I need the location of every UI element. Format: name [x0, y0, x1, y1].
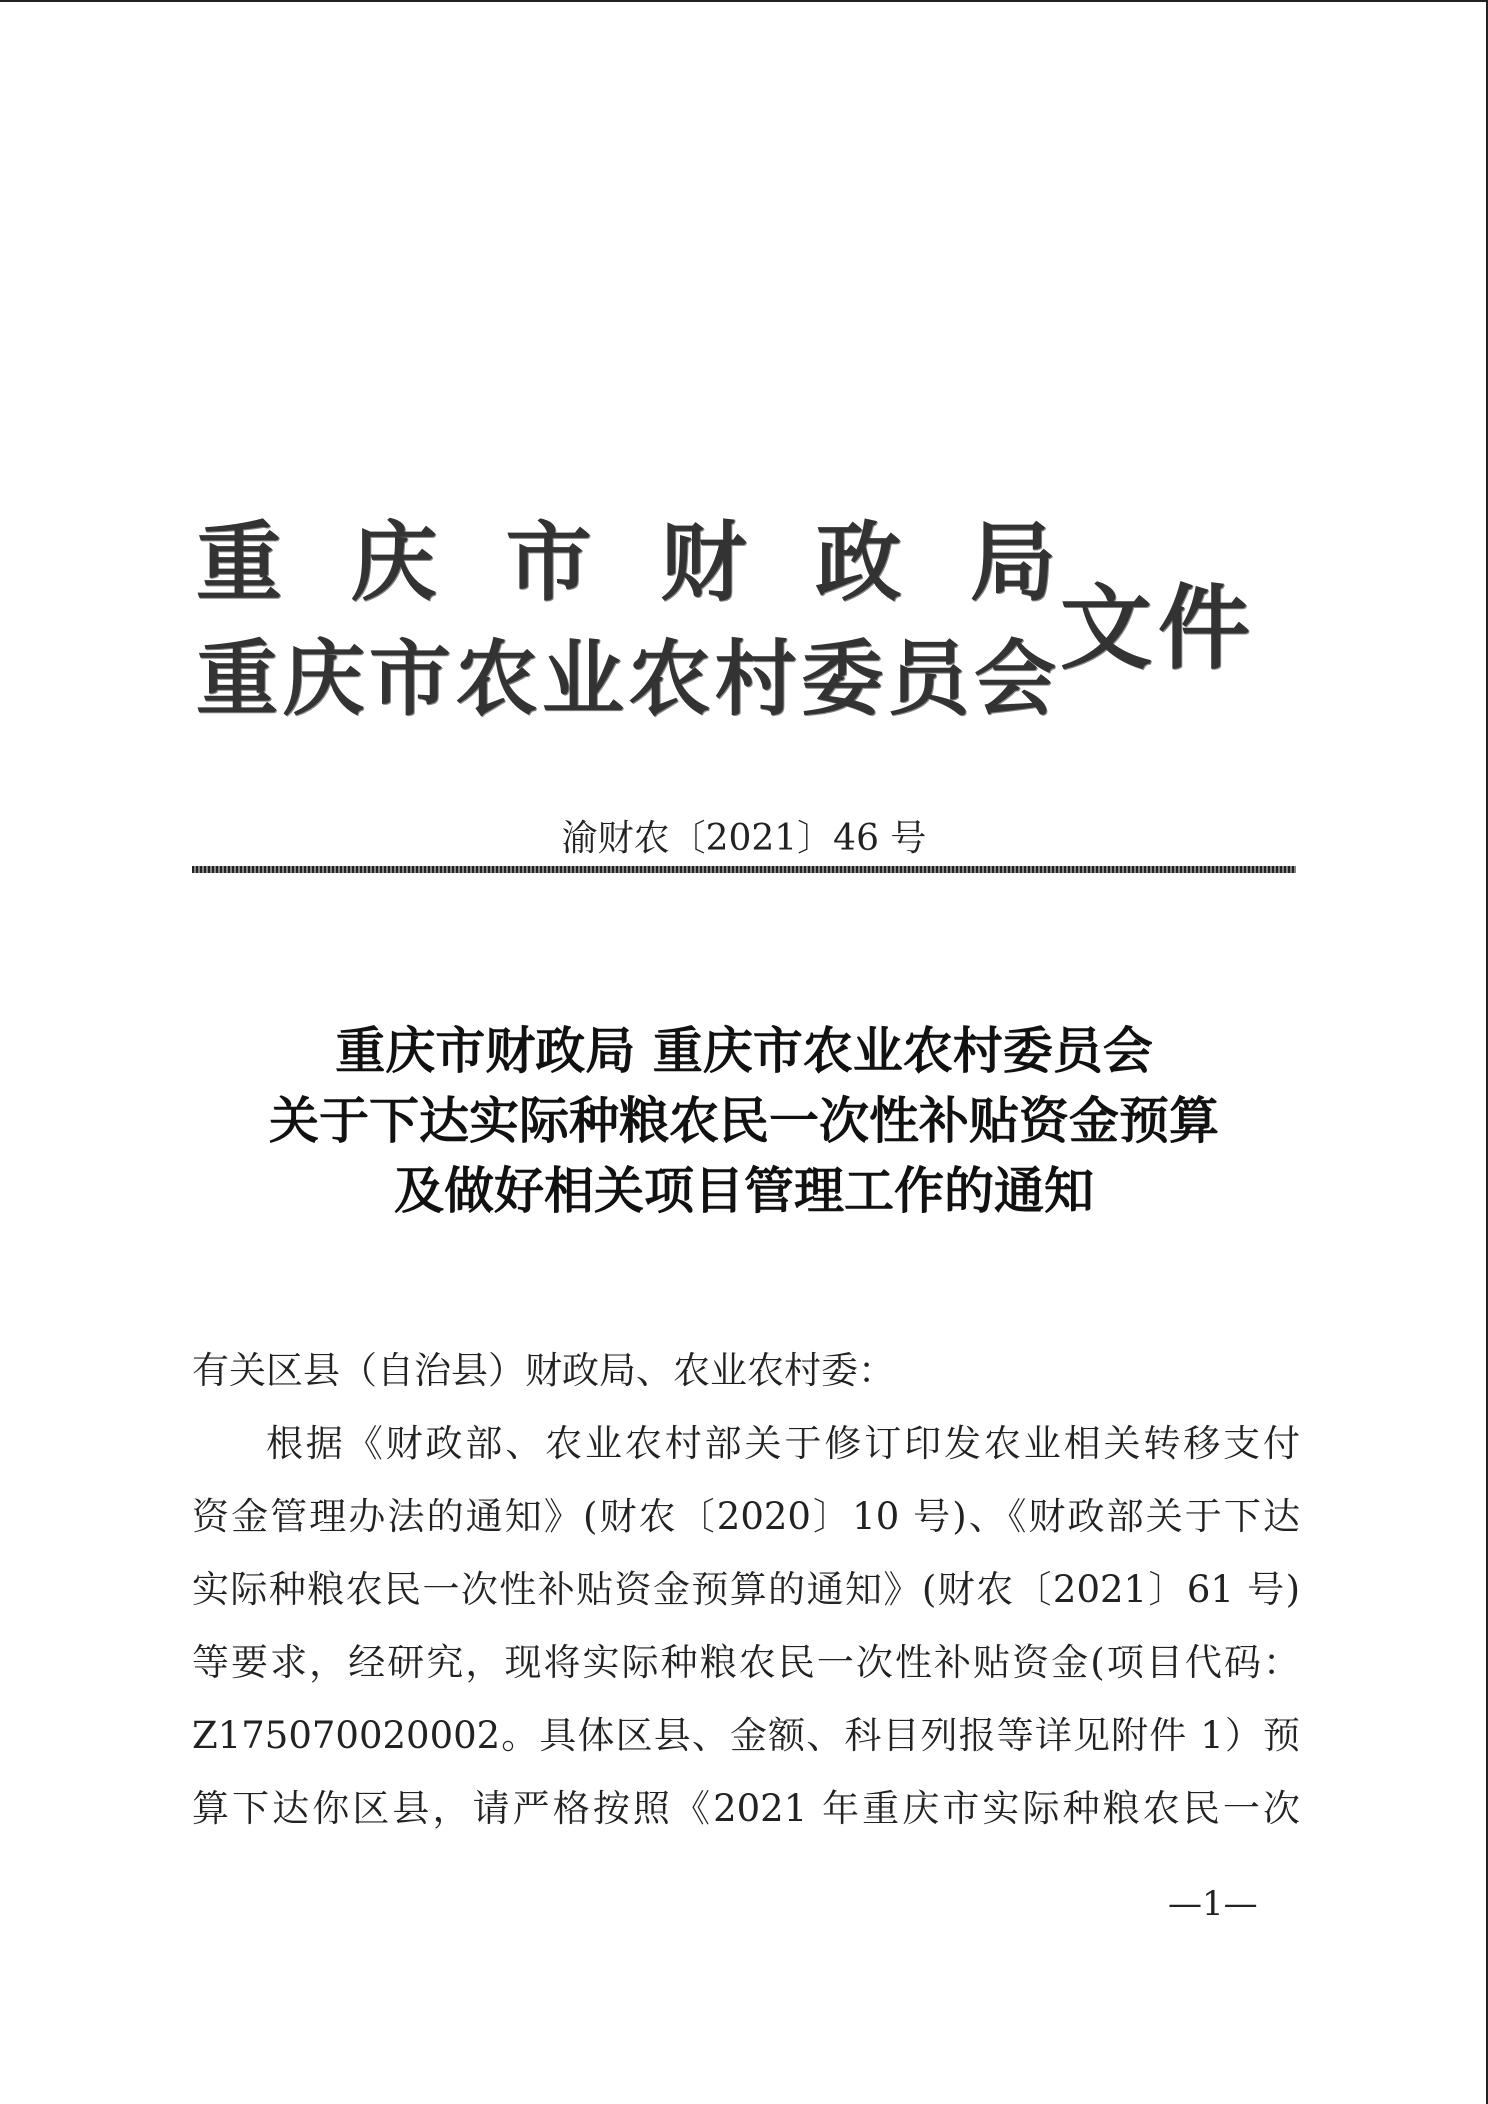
document-body — [192, 1334, 1300, 1845]
body-line: 实际种粮农民一次性补贴资金预算的通知》(财农〔2021〕61 号) — [192, 1568, 1300, 1611]
body-line: 算下达你区县，请严格按照《2021 年重庆市实际种粮农民一次 — [192, 1787, 1300, 1830]
salutation: 有关区县（自治县）财政局、农业农村委： — [192, 1349, 895, 1392]
org-name-finance-bureau: 重 庆 市 财 政 局 — [196, 512, 1056, 613]
body-line: 根据《财政部、农业农村部关于修订印发农业相关转移支付 — [266, 1422, 1300, 1465]
document-number: 渝财农〔2021〕46 号 — [561, 818, 927, 859]
body-line: 资金管理办法的通知》(财农〔2020〕10 号)、《财政部关于下达 — [192, 1495, 1300, 1538]
body-line: 等要求，经研究，现将实际种粮农民一次性补贴资金(项目代码： — [192, 1641, 1300, 1684]
title-line: 关于下达实际种粮农民一次性补贴资金预算 — [269, 1091, 1219, 1150]
body-line: Z175070020002。具体区县、金额、科目列报等详见附件 1）预 — [192, 1714, 1300, 1757]
document-title — [0, 1016, 1488, 1226]
issuing-organizations — [196, 505, 1056, 737]
title-line: 及做好相关项目管理工作的通知 — [394, 1161, 1094, 1220]
page-number: —1— — [1168, 1884, 1258, 1924]
header-divider — [192, 866, 1296, 873]
page-border-top — [0, 0, 1488, 2]
title-line: 重庆市财政局 重庆市农业农村委员会 — [335, 1021, 1153, 1080]
org-name-agriculture-committee: 重 庆 市 农 业 农 村 委 员 会 — [196, 631, 1056, 727]
document-label: 文件 — [1060, 574, 1257, 682]
